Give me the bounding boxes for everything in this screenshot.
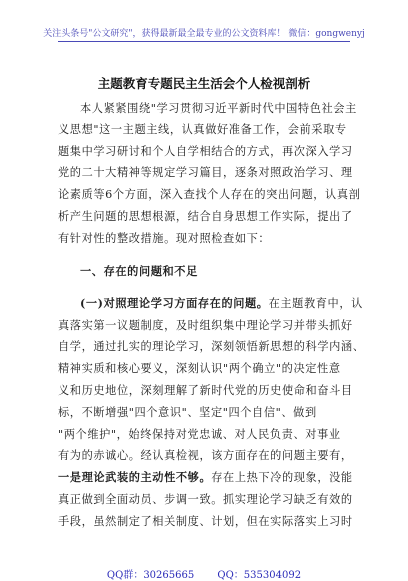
- body-line: 手段，虽然制定了相关制度、计划，但在实际落实上习时: [58, 515, 353, 528]
- section-heading: 一、存在的问题和不足: [80, 264, 198, 278]
- body-line: "两个维护"，始终保持对党忠诚、对人民负责、对事业: [58, 428, 341, 441]
- document-title: 主题教育专题民主生活会个人检视剖析: [97, 76, 311, 91]
- intro-line: 义思想"这一主题主线，认真做好准备工作，会前采取专: [58, 123, 347, 136]
- intro-line: 有针对性的整改措施。现对照检查如下：: [58, 232, 271, 245]
- point-one-rest: 存在上热下冷的现象，没能: [211, 471, 353, 484]
- intro-line: 本人紧紧围绕"学习贯彻习近平新时代中国特色社会主: [80, 102, 357, 115]
- body-line: 真正做到全面动员、步调一致。抓实理论学习缺乏有效的: [58, 493, 353, 506]
- body-line: 自学，通过扎实的理论学习，深刻领悟新思想的科学内涵、: [58, 340, 365, 353]
- subsection-line-rest: 在主题教育中，认: [268, 297, 363, 310]
- intro-line: 论素质等6个方面，深入查找个人存在的突出问题，认真剖: [58, 188, 361, 201]
- footer-qq-group: QQ群：30265665: [106, 570, 195, 581]
- page-footer: [0, 566, 408, 581]
- footer-qq: QQ：535304092: [217, 570, 302, 581]
- point-one-heading: 一是理论武装的主动性不够。: [58, 470, 212, 484]
- header-divider: [58, 41, 350, 42]
- body-line: 有为的赤诚心。经认真检视，该方面存在的问题主要有，: [58, 449, 353, 462]
- subsection-first-line: [80, 295, 363, 311]
- intro-line: 题集中学习研讨和个人自学相结合的方式，再次深入学习: [58, 145, 353, 158]
- point-one-line: [58, 469, 358, 485]
- body-line: 义和历史地位，深刻理解了新时代党的历史使命和奋斗目: [58, 384, 353, 397]
- intro-line: 析产生问题的思想根源，结合自身思想工作实际，提出了: [58, 210, 353, 223]
- body-line: 精神实质和核心要义，深刻认识"两个确立"的决定性意: [58, 362, 341, 375]
- page-header-banner: 关注头条号"公文研究"，获得最新最全最专业的公文资料库！ 微信：gongwenyj: [43, 29, 365, 39]
- body-line: 标，不断增强"四个意识"、坚定"四个自信"、做到: [58, 406, 317, 419]
- body-line: 真落实第一议题制度，及时组织集中理论学习并带头抓好: [58, 319, 353, 332]
- subsection-heading: (一)对照理论学习方面存在的问题。: [80, 296, 269, 310]
- intro-line: 党的二十大精神等规定学习篇目，逐条对照政治学习、理: [58, 166, 353, 179]
